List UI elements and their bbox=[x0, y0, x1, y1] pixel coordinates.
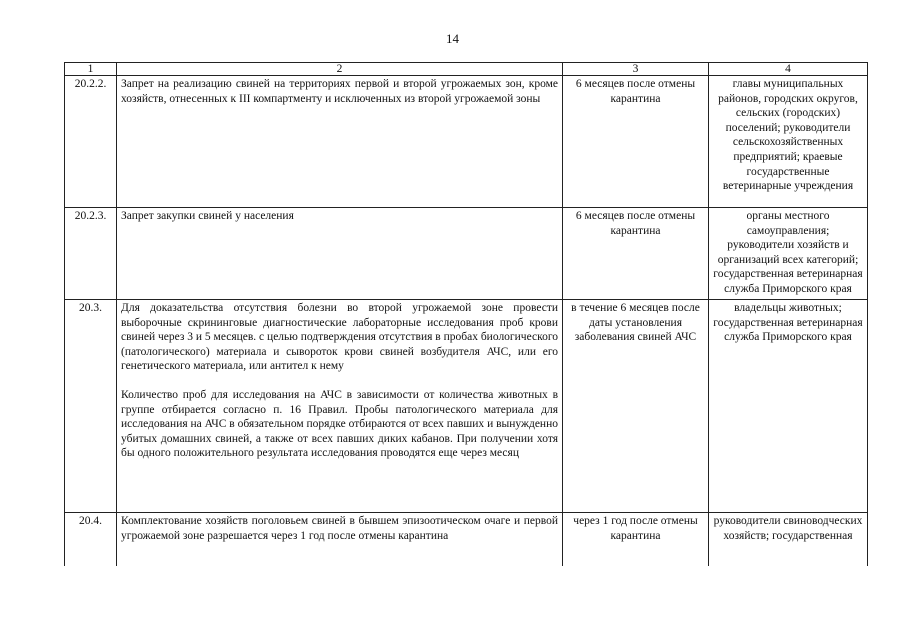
responsible-text: главы муниципальных районов, городских округов, сельских (городских) поселений; руководители сельскохозяйственных предприятий; краевые государственные ветеринарные учреждения bbox=[709, 76, 868, 208]
table-row bbox=[65, 208, 868, 300]
item-number: 20.2.2. bbox=[65, 76, 117, 208]
term-text: 6 месяцев после отмены карантина bbox=[563, 208, 709, 300]
column-header-1: 1 bbox=[65, 63, 117, 76]
item-number: 20.4. bbox=[65, 513, 117, 567]
item-number: 20.2.3. bbox=[65, 208, 117, 300]
measure-cell bbox=[117, 300, 563, 513]
term-text: в течение 6 месяцев после даты установления заболевания свиней АЧС bbox=[563, 300, 709, 513]
responsible-text: владельцы животных; государственная ветеринарная служба Приморского края bbox=[709, 300, 868, 513]
responsible-text: органы местного самоуправления; руководители хозяйств и организаций всех категорий; государственная ветеринарная служба Приморского края bbox=[709, 208, 868, 300]
responsible-text: руководители свиноводческих хозяйств; государственная bbox=[709, 513, 868, 567]
measure-text: Запрет на реализацию свиней на территориях первой и второй угрожаемых зон, кроме хозяйств, отнесенных к III компартменту и исключенных из второй угрожаемой зоны bbox=[117, 76, 563, 208]
column-header-4: 4 bbox=[709, 63, 868, 76]
measure-text: Запрет закупки свиней у населения bbox=[117, 208, 563, 300]
measure-text: Комплектование хозяйств поголовьем свиней в бывшем эпизоотическом очаге и первой угрожаемой зоне разрешается через 1 год после отмены карантина bbox=[117, 513, 563, 567]
table-row bbox=[65, 300, 868, 513]
measure-text: Для доказательства отсутствия болезни во второй угрожаемой зоне провести выборочные скрининговые диагностические лабораторные исследования проб крови свиней через 3 и 5 месяцев. с целью подтверждения отсутствия в пробах биологического (патологического) материала и сывороток крови свиней возбудителя АЧС, или его генетического материала, или антител к нему bbox=[121, 302, 559, 373]
page-number: 14 bbox=[446, 31, 459, 46]
table-row bbox=[65, 76, 868, 208]
term-text: 6 месяцев после отмены карантина bbox=[563, 76, 709, 208]
table-header-row bbox=[65, 63, 868, 76]
column-header-2: 2 bbox=[117, 63, 563, 76]
measures-table bbox=[64, 62, 868, 566]
column-header-3: 3 bbox=[563, 63, 709, 76]
item-number: 20.3. bbox=[65, 300, 117, 513]
paragraph-gap bbox=[121, 374, 558, 388]
term-text: через 1 год после отмены карантина bbox=[563, 513, 709, 567]
table-row bbox=[65, 513, 868, 567]
measure-text-continued: Количество проб для исследования на АЧС в зависимости от количества животных в группе отбирается согласно п. 16 Правил. Пробы патологического материала для исследования на АЧС в обязательном порядке отбираются от всех павших и вынужденно убитых домашних свиней, а также от всех павших диких кабанов. При получении хотя бы одного положительного результата исследования проводятся еще через месяц bbox=[121, 388, 558, 460]
